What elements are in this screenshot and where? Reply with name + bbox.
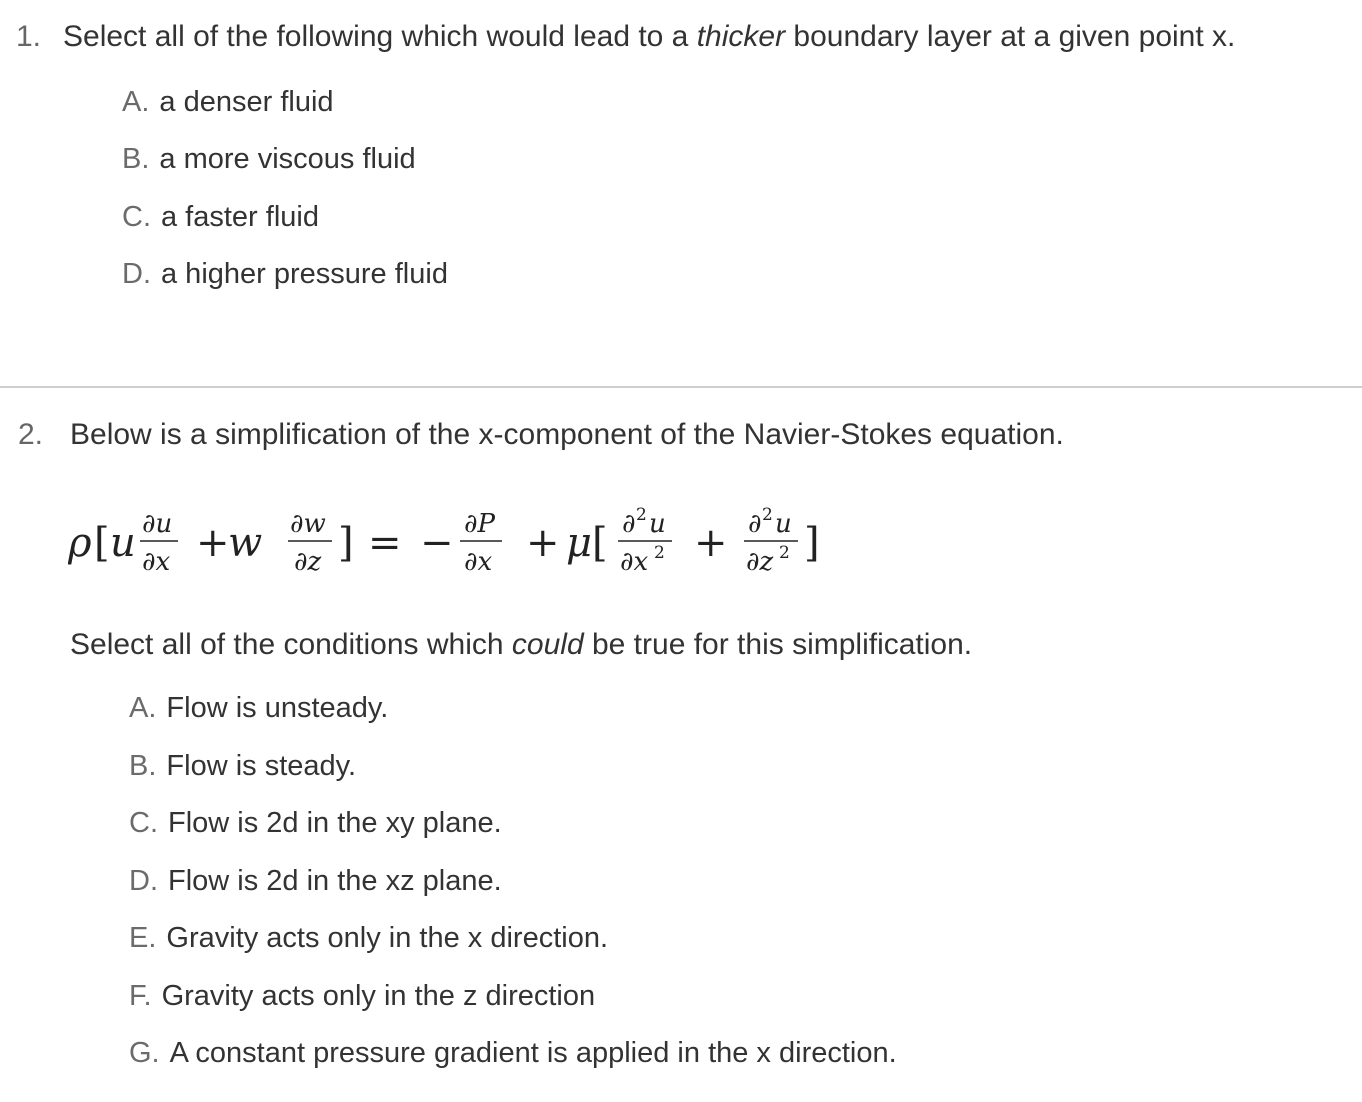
eq-dx-denominator: ∂x (464, 547, 493, 577)
question-2-prompt-after: be true for this simplification. (583, 628, 973, 661)
option-letter: G. (129, 1037, 160, 1069)
question-1-number: 1. (16, 20, 42, 53)
eq-left-bracket: [ (94, 520, 110, 566)
option-text: Flow is unsteady. (166, 692, 389, 724)
q1-option-c[interactable] (122, 201, 319, 234)
eq-right-bracket: ] (338, 520, 354, 566)
option-text: a faster fluid (161, 201, 319, 233)
option-letter: E. (129, 922, 157, 954)
eq-u-numerator: u (775, 509, 792, 539)
option-letter: B. (122, 143, 150, 175)
eq-d2-numerator: ∂ (748, 509, 762, 539)
eq-d2-numerator: ∂ (622, 509, 636, 539)
option-text: Flow is steady. (166, 750, 357, 782)
option-text: a higher pressure fluid (161, 258, 448, 290)
eq-left-bracket: [ (592, 520, 608, 566)
eq-plus: + (694, 520, 728, 566)
option-letter: A. (122, 86, 150, 118)
eq-dw-numerator: ∂w (290, 509, 326, 539)
option-text: a more viscous fluid (159, 143, 416, 175)
eq-dp-numerator: ∂P (464, 509, 495, 539)
q1-option-b[interactable] (122, 143, 416, 176)
eq-exponent: 2 (779, 543, 790, 563)
question-2-number: 2. (18, 418, 44, 451)
q1-option-a[interactable] (122, 86, 334, 119)
q2-option-e[interactable] (129, 922, 608, 955)
eq-w: w (228, 520, 263, 566)
option-letter: F. (129, 980, 152, 1012)
option-text: Gravity acts only in the x direction. (166, 922, 609, 954)
question-1-emphasis: thicker (696, 20, 786, 53)
eq-rho: ρ (68, 520, 92, 566)
eq-exponent: 2 (762, 505, 773, 525)
option-text: Flow is 2d in the xy plane. (168, 807, 502, 839)
question-1-text (63, 20, 1235, 54)
option-text: Flow is 2d in the xz plane. (168, 865, 502, 897)
eq-dx2-denominator: ∂x (620, 547, 649, 577)
eq-plus: + (196, 520, 230, 566)
q2-option-c[interactable] (129, 807, 502, 840)
q2-option-d[interactable] (129, 865, 502, 898)
question-1-text-after: boundary layer at a given point x. (785, 20, 1236, 53)
option-text: A constant pressure gradient is applied in the x direction. (169, 1037, 897, 1069)
option-letter: A. (129, 692, 157, 724)
eq-u: u (110, 520, 136, 566)
eq-du-numerator: ∂u (142, 509, 173, 539)
option-letter: B. (129, 750, 157, 782)
eq-plus: + (526, 520, 560, 566)
eq-dz2-denominator: ∂z (746, 547, 774, 577)
option-text: a denser fluid (159, 86, 334, 118)
question-1-text-before: Select all of the following which would lead to a (63, 20, 697, 53)
q2-option-a[interactable] (129, 692, 388, 725)
option-text: Gravity acts only in the z direction (161, 980, 596, 1012)
option-letter: C. (129, 807, 158, 839)
eq-right-bracket: ] (804, 520, 820, 566)
option-letter: C. (122, 201, 151, 233)
q2-option-g[interactable] (129, 1037, 897, 1070)
option-letter: D. (122, 258, 151, 290)
eq-exponent: 2 (654, 543, 665, 563)
question-2-prompt (70, 628, 972, 662)
question-2-text: Below is a simplification of the x-component of the Navier-Stokes equation. (70, 418, 1064, 451)
q2-option-b[interactable] (129, 750, 356, 783)
option-letter: D. (129, 865, 158, 897)
eq-u-numerator: u (649, 509, 666, 539)
navier-stokes-equation (68, 498, 848, 588)
question-2-emphasis: could (511, 628, 584, 661)
eq-dz-denominator: ∂z (294, 547, 322, 577)
q2-option-f[interactable] (129, 980, 595, 1013)
eq-exponent: 2 (636, 505, 647, 525)
eq-equals: = (368, 520, 402, 566)
eq-mu: μ (566, 520, 592, 566)
eq-minus: − (420, 520, 454, 566)
eq-dx-denominator: ∂x (142, 547, 171, 577)
question-2-prompt-before: Select all of the conditions which (70, 628, 512, 661)
question-divider (0, 386, 1362, 388)
q1-option-d[interactable] (122, 258, 448, 291)
